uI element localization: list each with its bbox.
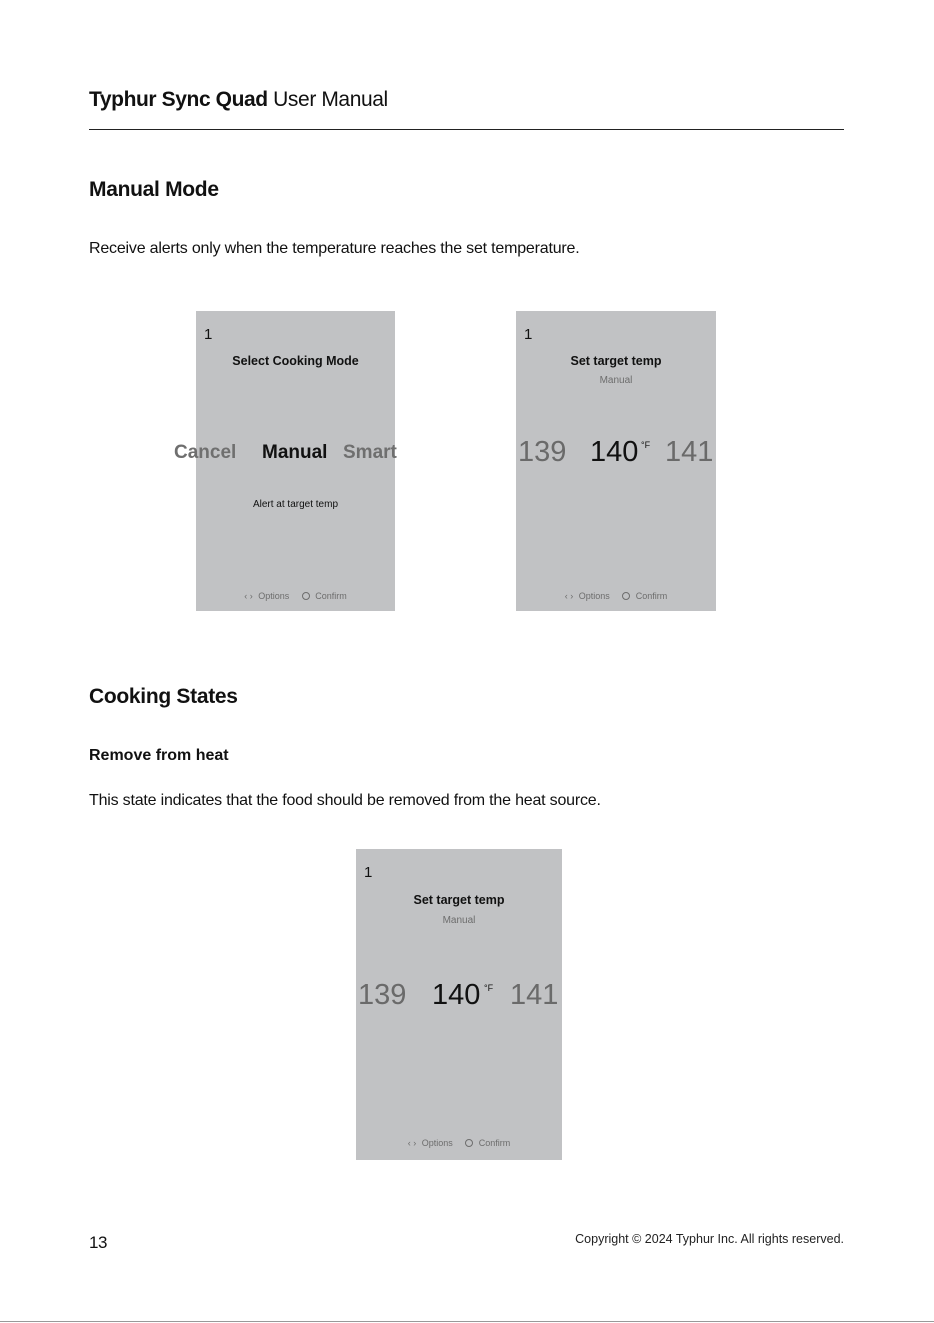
mode-option-manual: Manual [262,442,328,463]
screen-remove-from-heat [356,849,562,1160]
screen-subtitle: Manual [442,915,476,926]
mode-selector [174,442,397,466]
screen-footer-hints [196,591,395,601]
alert-hint: Alert at target temp [252,499,339,510]
temp-option-higher: 141 [665,436,714,468]
header-divider [89,129,844,130]
confirm-ring-icon [302,592,310,600]
temp-option-higher: 141 [510,979,559,1011]
screen-subtitle: Manual [599,375,633,386]
confirm-ring-icon [622,592,630,600]
page-number: 13 [89,1233,107,1252]
manual-mode-heading: Manual Mode [89,178,219,201]
screen-title: Set target temp [413,893,505,907]
options-hint: Options [578,591,610,601]
page-bottom-edge [0,1321,934,1322]
brand-name: Typhur Sync Quad [89,88,268,111]
confirm-hint: Confirm [635,591,668,601]
screen-select-cooking-mode [174,311,397,611]
confirm-ring-icon [465,1139,473,1147]
cooking-states-heading: Cooking States [89,685,238,708]
screen-set-target-temp [516,311,716,611]
mode-option-smart: Smart [343,442,397,463]
probe-index: 1 [524,326,533,343]
screen-footer-hints [356,1138,562,1148]
options-hint: Options [421,1138,453,1148]
mode-option-cancel: Cancel [174,442,237,463]
probe-index: 1 [204,326,213,343]
chevron-left-right-icon: ‹ › [564,591,574,601]
temp-option-lower: 139 [518,436,567,468]
chevron-left-right-icon: ‹ › [407,1138,417,1148]
remove-from-heat-heading: Remove from heat [89,747,229,764]
probe-index: 1 [364,864,373,881]
temp-unit: °F [484,983,494,993]
confirm-hint: Confirm [315,591,347,601]
chevron-left-right-icon: ‹ › [244,591,253,601]
temp-option-lower: 139 [358,979,407,1011]
remove-from-heat-description: This state indicates that the food should be removed from the heat source. [89,792,601,809]
screen-footer-hints [516,591,716,601]
temp-unit: °F [641,440,651,450]
temp-option-selected: 140 [590,436,639,468]
screen-title: Select Cooking Mode [232,354,359,368]
document-header [89,88,388,112]
screen-title: Set target temp [570,354,662,368]
temp-option-selected: 140 [432,979,481,1011]
manual-mode-description: Receive alerts only when the temperature reaches the set temperature. [89,240,580,257]
copyright-notice: Copyright © 2024 Typhur Inc. All rights reserved. [575,1232,844,1246]
confirm-hint: Confirm [478,1138,511,1148]
header-title-rest: User Manual [273,88,388,111]
options-hint: Options [258,591,290,601]
